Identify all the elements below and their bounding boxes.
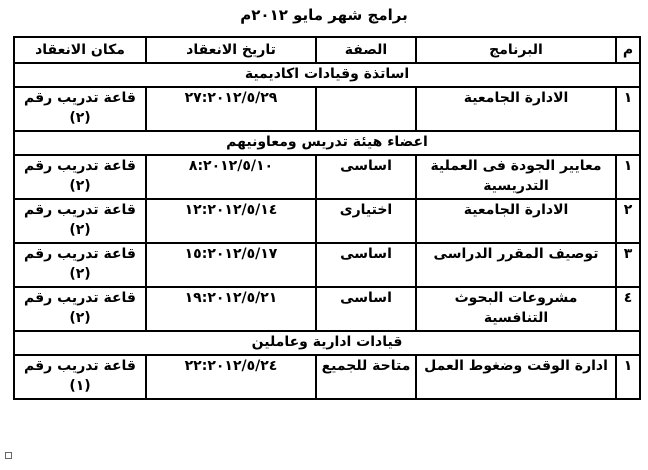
table-row — [14, 87, 640, 131]
header-date: تاريخ الانعقاد — [146, 37, 316, 63]
row-type: اساسى — [316, 155, 416, 199]
row-program: الادارة الجامعية — [416, 87, 616, 131]
row-program: ادارة الوقت وضغوط العمل — [416, 355, 616, 399]
schedule-table — [13, 36, 641, 400]
table-row — [14, 155, 640, 199]
section-title: اساتذة وقيادات اكاديمية — [14, 63, 640, 87]
row-num: ١ — [616, 87, 640, 131]
row-place: قاعة تدريب رقم (٢) — [14, 243, 146, 287]
row-date: ١٩:٢٠١٢/٥/٢١ — [146, 287, 316, 331]
row-type: متاحة للجميع — [316, 355, 416, 399]
section-row — [14, 63, 640, 87]
row-place: قاعة تدريب رقم (١) — [14, 355, 146, 399]
row-date: ١٥:٢٠١٢/٥/١٧ — [146, 243, 316, 287]
row-date: ٢٢:٢٠١٢/٥/٢٤ — [146, 355, 316, 399]
table-row — [14, 355, 640, 399]
row-program: مشروعات البحوث التنافسية — [416, 287, 616, 331]
row-type: اساسى — [316, 243, 416, 287]
header-row — [14, 37, 640, 63]
row-place: قاعة تدريب رقم (٢) — [14, 199, 146, 243]
section-row — [14, 131, 640, 155]
row-type: اختيارى — [316, 199, 416, 243]
table-row — [14, 287, 640, 331]
row-num: ١ — [616, 155, 640, 199]
row-num: ٣ — [616, 243, 640, 287]
header-num: م — [616, 37, 640, 63]
page-title: برامج شهر مايو ٢٠١٢م — [240, 6, 408, 24]
header-program: البرنامج — [416, 37, 616, 63]
row-num: ١ — [616, 355, 640, 399]
row-program: معايير الجودة فى العملية التدريسية — [416, 155, 616, 199]
row-num: ٢ — [616, 199, 640, 243]
row-place: قاعة تدريب رقم (٢) — [14, 155, 146, 199]
section-title: قيادات ادارية وعاملين — [14, 331, 640, 355]
header-type: الصفة — [316, 37, 416, 63]
row-type — [316, 87, 416, 131]
table-row — [14, 199, 640, 243]
row-program: الادارة الجامعية — [416, 199, 616, 243]
row-date: ١٢:٢٠١٢/٥/١٤ — [146, 199, 316, 243]
section-title: اعضاء هيئة تدريس ومعاونيهم — [14, 131, 640, 155]
row-date: ٢٧:٢٠١٢/٥/٢٩ — [146, 87, 316, 131]
row-date: ٨:٢٠١٢/٥/١٠ — [146, 155, 316, 199]
row-num: ٤ — [616, 287, 640, 331]
row-place: قاعة تدريب رقم (٢) — [14, 287, 146, 331]
header-place: مكان الانعقاد — [14, 37, 146, 63]
page-corner-marker — [5, 452, 12, 459]
row-place: قاعة تدريب رقم (٢) — [14, 87, 146, 131]
section-row — [14, 331, 640, 355]
table-row — [14, 243, 640, 287]
row-type: اساسى — [316, 287, 416, 331]
row-program: توصيف المقرر الدراسى — [416, 243, 616, 287]
